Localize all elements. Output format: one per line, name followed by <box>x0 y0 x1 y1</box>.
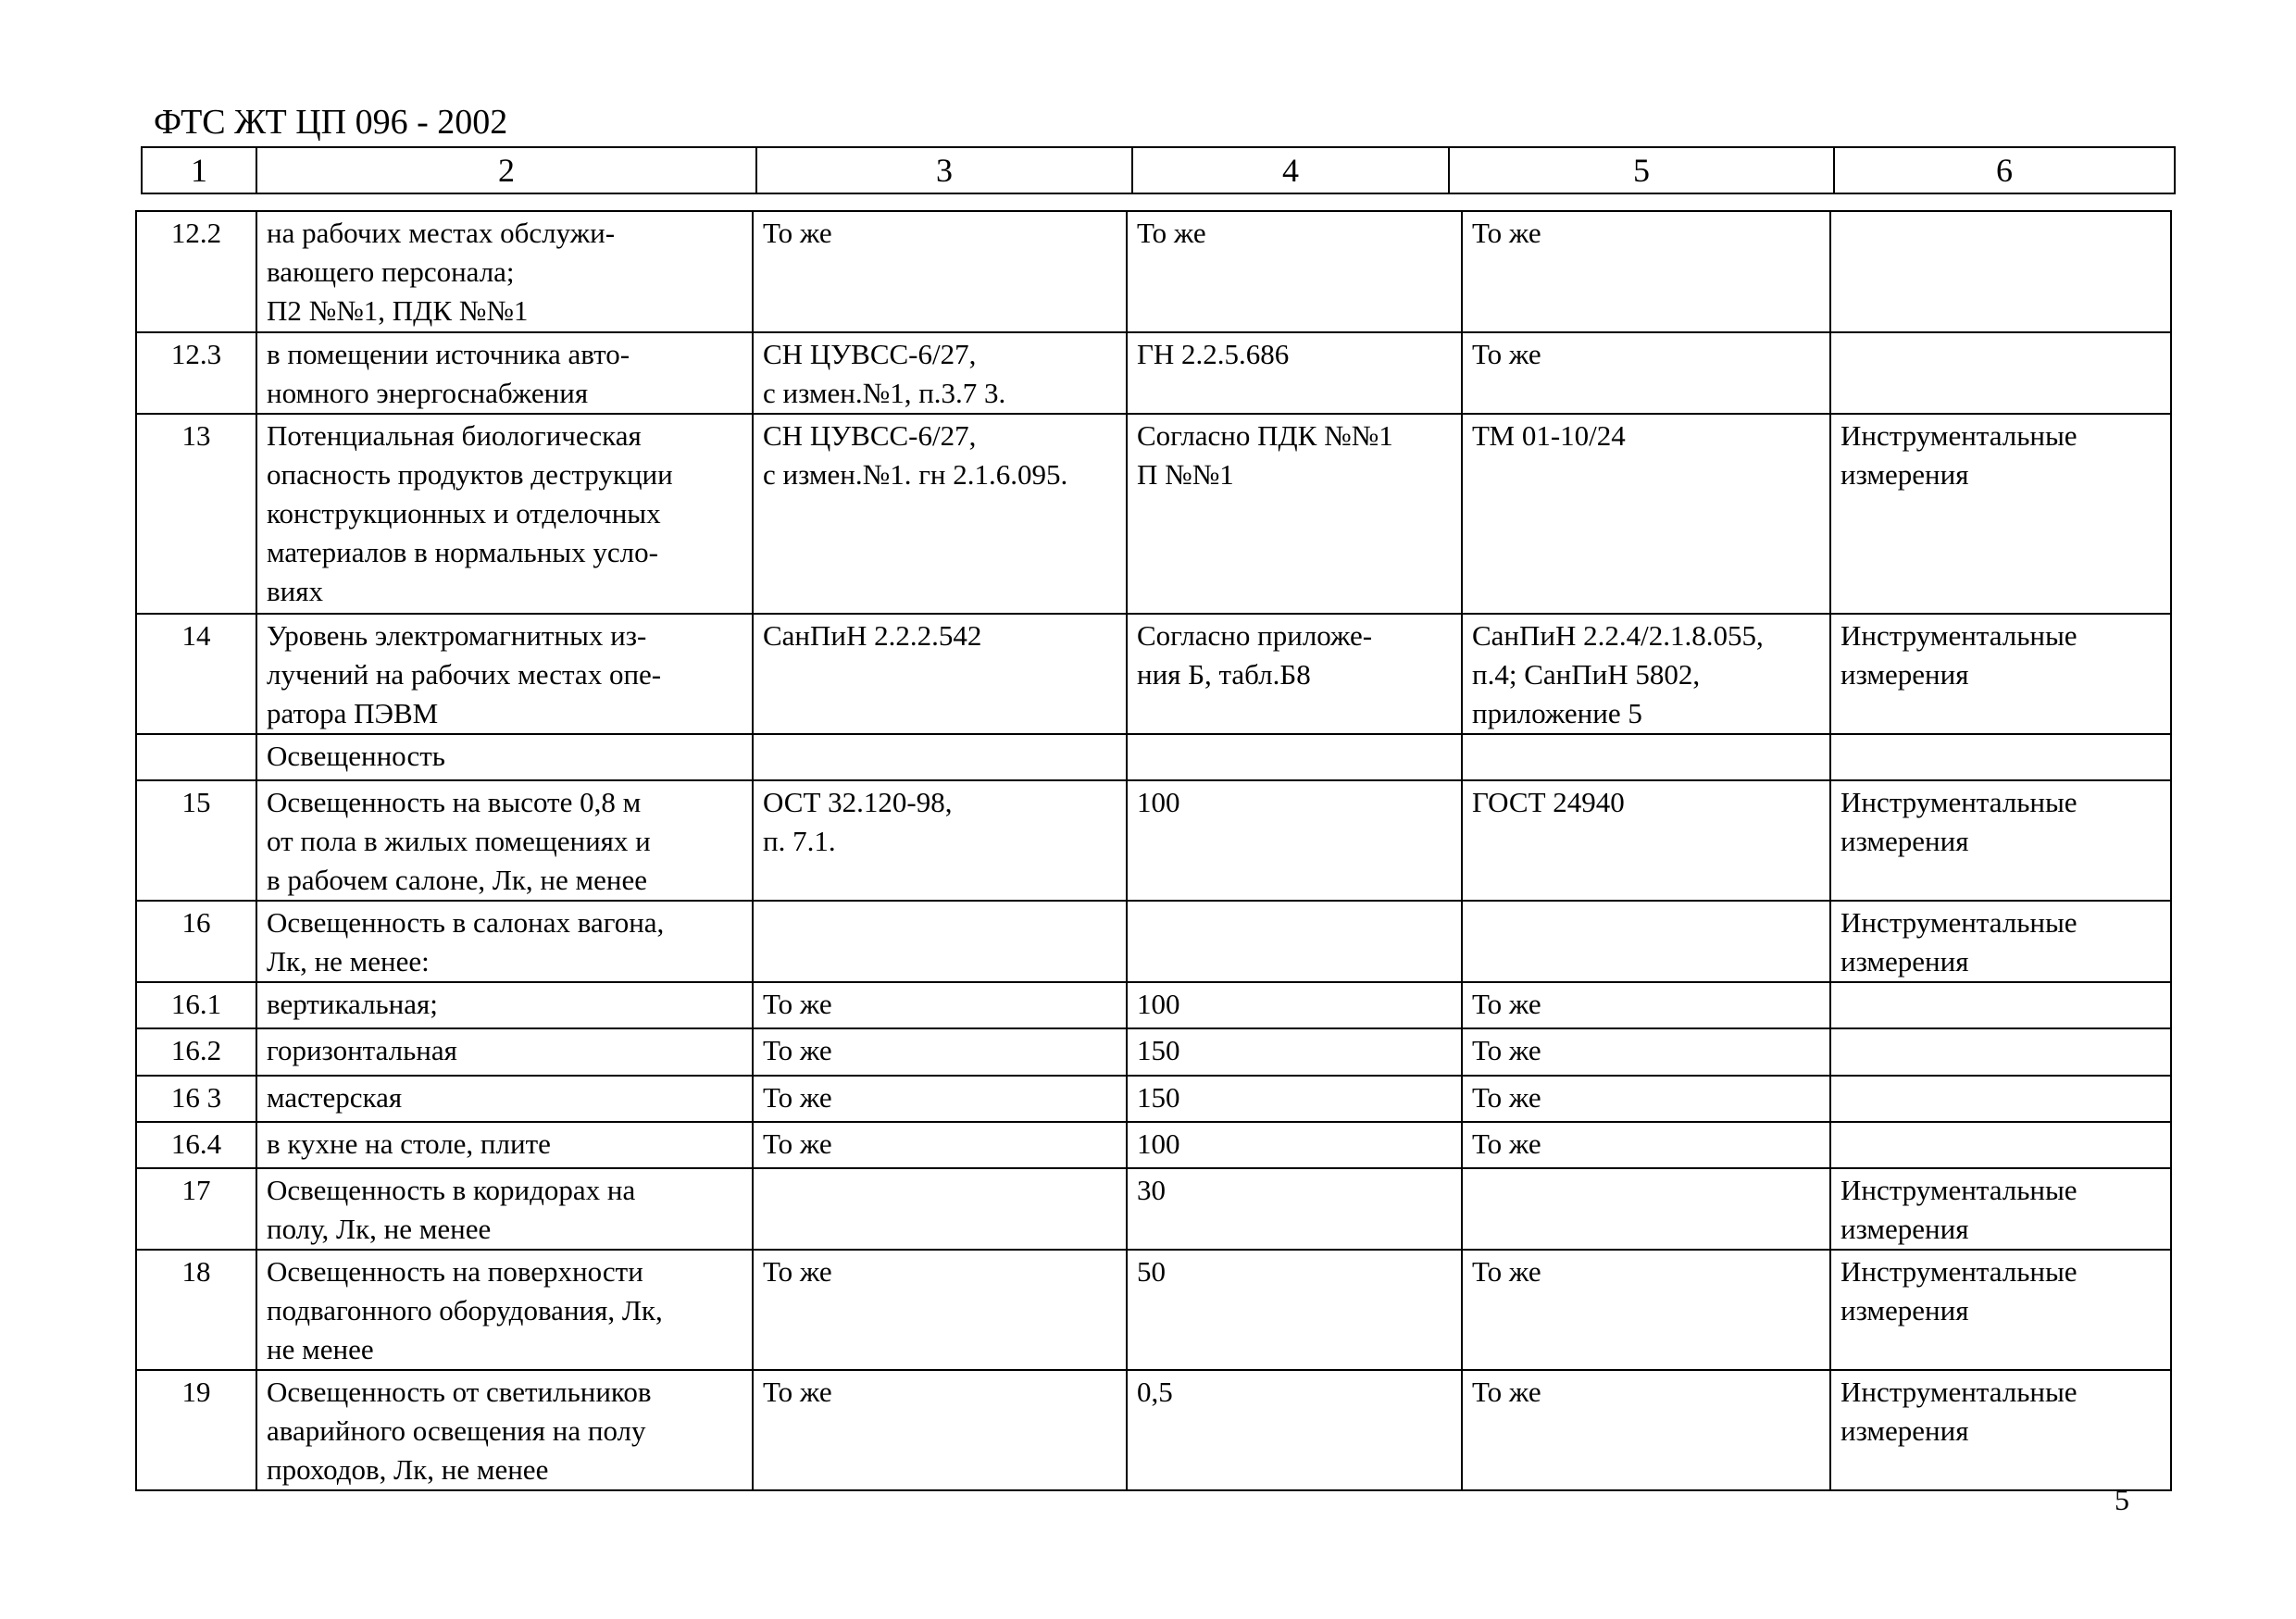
cell-text-line: опасность продуктов деструкции <box>267 458 673 491</box>
cell-text-line: То же <box>763 1081 832 1114</box>
cell-text-line: Инструментальные <box>1841 419 2078 452</box>
cell-text-line: ния Б, табл.Б8 <box>1137 658 1311 691</box>
cell-desc <box>256 1122 753 1168</box>
cell-c5 <box>1462 614 1830 734</box>
cell-text-line: на рабочих местах обслужи- <box>267 217 616 249</box>
cell-c4 <box>1127 1076 1462 1122</box>
cell-c4 <box>1127 1028 1462 1076</box>
cell-text-line: То же <box>1472 1376 1541 1408</box>
cell-text-line: измерения <box>1841 1213 1969 1245</box>
cell-text-line: приложение 5 <box>1472 697 1642 729</box>
cell-c4 <box>1127 780 1462 901</box>
cell-desc <box>256 901 753 982</box>
cell-text-line: Лк, не менее: <box>267 945 430 978</box>
cell-c6 <box>1830 1370 2171 1490</box>
cell-text-line: измерения <box>1841 658 1969 691</box>
cell-c3 <box>753 614 1127 734</box>
cell-text-line: измерения <box>1841 1294 1969 1326</box>
cell-c5 <box>1462 1076 1830 1122</box>
cell-text-line: лучений на рабочих местах опе- <box>267 658 662 691</box>
cell-text-line: То же <box>1472 988 1541 1020</box>
cell-c5 <box>1462 414 1830 614</box>
cell-num: 14 <box>136 614 256 734</box>
cell-text-line: Освещенность в коридорах на <box>267 1174 636 1206</box>
table-body <box>136 211 2171 1490</box>
cell-text-line: конструкционных и отделочных <box>267 497 661 529</box>
cell-c4 <box>1127 614 1462 734</box>
cell-text-line: измерения <box>1841 458 1969 491</box>
cell-text-line: ГОСТ 24940 <box>1472 786 1625 818</box>
cell-c5 <box>1462 1370 1830 1490</box>
cell-c3 <box>753 1076 1127 1122</box>
cell-c5 <box>1462 211 1830 332</box>
cell-text-line: Освещенность на поверхности <box>267 1255 643 1288</box>
cell-num: 16 <box>136 901 256 982</box>
cell-text-line: Уровень электромагнитных из- <box>267 619 647 652</box>
cell-text-line: ратора ПЭВМ <box>267 697 439 729</box>
cell-text-line: Инструментальные <box>1841 786 2078 818</box>
cell-c3 <box>753 1122 1127 1168</box>
cell-c4 <box>1127 211 1462 332</box>
cell-c5 <box>1462 780 1830 901</box>
cell-text-line: измерения <box>1841 945 1969 978</box>
cell-c3 <box>753 982 1127 1028</box>
cell-c6 <box>1830 211 2171 332</box>
table-row <box>136 1168 2171 1250</box>
cell-c4 <box>1127 1250 1462 1370</box>
cell-c4 <box>1127 1370 1462 1490</box>
cell-desc <box>256 1168 753 1250</box>
cell-c6 <box>1830 1250 2171 1370</box>
cell-text-line: измерения <box>1841 825 1969 857</box>
cell-c4 <box>1127 414 1462 614</box>
cell-c6 <box>1830 1076 2171 1122</box>
cell-c6 <box>1830 1168 2171 1250</box>
cell-text-line: 50 <box>1137 1255 1166 1288</box>
cell-desc <box>256 1028 753 1076</box>
cell-text-line: СН ЦУВСС-6/27, <box>763 419 977 452</box>
cell-c5 <box>1462 734 1830 780</box>
cell-c3 <box>753 1370 1127 1490</box>
table-row <box>136 1076 2171 1122</box>
cell-desc <box>256 734 753 780</box>
cell-c5 <box>1462 901 1830 982</box>
cell-text-line: ТМ 01-10/24 <box>1472 419 1626 452</box>
cell-text-line: То же <box>1472 1255 1541 1288</box>
cell-num: 13 <box>136 414 256 614</box>
cell-num: 16.2 <box>136 1028 256 1076</box>
cell-text-line: П №№1 <box>1137 458 1234 491</box>
cell-c3 <box>753 780 1127 901</box>
table-row <box>136 734 2171 780</box>
cell-text-line: СанПиН 2.2.4/2.1.8.055, <box>1472 619 1764 652</box>
cell-text-line: от пола в жилых помещениях и <box>267 825 651 857</box>
cell-num: 15 <box>136 780 256 901</box>
cell-text-line: То же <box>763 1034 832 1066</box>
cell-text-line: номного энергоснабжения <box>267 377 589 409</box>
cell-num: 12.2 <box>136 211 256 332</box>
requirements-table <box>135 210 2172 1491</box>
cell-c3 <box>753 332 1127 414</box>
cell-text-line: То же <box>1472 1127 1541 1160</box>
cell-c3 <box>753 1168 1127 1250</box>
table-row <box>136 211 2171 332</box>
cell-desc <box>256 1076 753 1122</box>
cell-num: 16 3 <box>136 1076 256 1122</box>
cell-c6 <box>1830 614 2171 734</box>
cell-desc <box>256 211 753 332</box>
cell-text-line: проходов, Лк, не менее <box>267 1453 549 1486</box>
cell-desc <box>256 414 753 614</box>
cell-c4 <box>1127 332 1462 414</box>
cell-c3 <box>753 414 1127 614</box>
cell-text-line: Освещенность на высоте 0,8 м <box>267 786 642 818</box>
cell-text-line: Инструментальные <box>1841 1255 2078 1288</box>
table-row <box>136 1028 2171 1076</box>
cell-text-line: материалов в нормальных усло- <box>267 536 658 568</box>
cell-text-line: в рабочем салоне, Лк, не менее <box>267 864 647 896</box>
cell-text-line: в кухне на столе, плите <box>267 1127 551 1160</box>
cell-text-line: вающего персонала; <box>267 255 515 288</box>
cell-desc <box>256 1370 753 1490</box>
cell-num: 12.3 <box>136 332 256 414</box>
cell-num: 17 <box>136 1168 256 1250</box>
cell-c6 <box>1830 414 2171 614</box>
cell-c3 <box>753 211 1127 332</box>
cell-desc <box>256 1250 753 1370</box>
cell-text-line: То же <box>763 1127 832 1160</box>
cell-text-line: То же <box>763 1255 832 1288</box>
cell-text-line: не менее <box>267 1333 374 1365</box>
cell-text-line: То же <box>1137 217 1206 249</box>
table-row <box>136 1370 2171 1490</box>
cell-text-line: Инструментальные <box>1841 1174 2078 1206</box>
cell-text-line: горизонтальная <box>267 1034 457 1066</box>
cell-text-line: ГН 2.2.5.686 <box>1137 338 1290 370</box>
cell-desc <box>256 982 753 1028</box>
cell-text-line: Потенциальная биологическая <box>267 419 642 452</box>
table-row <box>136 1122 2171 1168</box>
column-number-header <box>141 146 2176 194</box>
cell-text-line: Согласно ПДК №№1 <box>1137 419 1393 452</box>
cell-num: 18 <box>136 1250 256 1370</box>
cell-text-line: в помещении источника авто- <box>267 338 630 370</box>
header-cell: 2 <box>256 147 756 193</box>
cell-text-line: аварийного освещения на полу <box>267 1414 646 1447</box>
cell-c3 <box>753 734 1127 780</box>
table-row <box>136 414 2171 614</box>
header-cell: 4 <box>1132 147 1449 193</box>
cell-text-line: 100 <box>1137 786 1180 818</box>
cell-text-line: полу, Лк, не менее <box>267 1213 492 1245</box>
cell-c5 <box>1462 1168 1830 1250</box>
cell-text-line: Инструментальные <box>1841 1376 2078 1408</box>
cell-c5 <box>1462 1028 1830 1076</box>
cell-c5 <box>1462 1250 1830 1370</box>
cell-text-line: 100 <box>1137 1127 1180 1160</box>
cell-text-line: с измен.№1. гн 2.1.6.095. <box>763 458 1068 491</box>
cell-text-line: п. 7.1. <box>763 825 836 857</box>
cell-text-line: 150 <box>1137 1081 1180 1114</box>
cell-c6 <box>1830 734 2171 780</box>
header-row <box>142 147 2175 193</box>
cell-text-line: Освещенность в салонах вагона, <box>267 906 665 939</box>
cell-text-line: ОСТ 32.120-98, <box>763 786 953 818</box>
cell-text-line: мастерская <box>267 1081 403 1114</box>
cell-text-line: измерения <box>1841 1414 1969 1447</box>
cell-c6 <box>1830 982 2171 1028</box>
cell-text-line: П2 №№1, ПДК №№1 <box>267 294 529 327</box>
cell-text-line: То же <box>1472 217 1541 249</box>
cell-c4 <box>1127 1168 1462 1250</box>
cell-text-line: с измен.№1, п.3.7 3. <box>763 377 1006 409</box>
cell-text-line: 100 <box>1137 988 1180 1020</box>
cell-c5 <box>1462 332 1830 414</box>
page-number: 5 <box>2115 1483 2129 1516</box>
cell-num: 16.4 <box>136 1122 256 1168</box>
cell-c6 <box>1830 780 2171 901</box>
table-row <box>136 332 2171 414</box>
cell-text-line: СН ЦУВСС-6/27, <box>763 338 977 370</box>
table-row <box>136 780 2171 901</box>
cell-text-line: То же <box>1472 1034 1541 1066</box>
cell-text-line: То же <box>1472 338 1541 370</box>
cell-c3 <box>753 1250 1127 1370</box>
cell-text-line: Инструментальные <box>1841 906 2078 939</box>
cell-c5 <box>1462 982 1830 1028</box>
cell-c6 <box>1830 332 2171 414</box>
cell-c6 <box>1830 1122 2171 1168</box>
cell-c3 <box>753 901 1127 982</box>
cell-c6 <box>1830 1028 2171 1076</box>
table-row <box>136 982 2171 1028</box>
cell-desc <box>256 780 753 901</box>
cell-text-line: 30 <box>1137 1174 1166 1206</box>
header-cell: 5 <box>1449 147 1834 193</box>
cell-desc <box>256 614 753 734</box>
cell-text-line: вертикальная; <box>267 988 438 1020</box>
header-cell: 3 <box>756 147 1132 193</box>
cell-desc <box>256 332 753 414</box>
cell-text-line: 150 <box>1137 1034 1180 1066</box>
cell-c4 <box>1127 1122 1462 1168</box>
cell-c4 <box>1127 734 1462 780</box>
cell-c4 <box>1127 901 1462 982</box>
cell-text-line: 0,5 <box>1137 1376 1173 1408</box>
cell-text-line: Согласно приложе- <box>1137 619 1373 652</box>
cell-text-line: Освещенность от светильников <box>267 1376 652 1408</box>
table-row <box>136 614 2171 734</box>
cell-text-line: п.4; СанПиН 5802, <box>1472 658 1701 691</box>
cell-text-line: То же <box>763 988 832 1020</box>
document-code: ФТС ЖТ ЦП 096 - 2002 <box>154 103 508 142</box>
cell-num: 19 <box>136 1370 256 1490</box>
header-cell: 1 <box>142 147 256 193</box>
cell-c6 <box>1830 901 2171 982</box>
header-cell: 6 <box>1834 147 2175 193</box>
cell-num: 16.1 <box>136 982 256 1028</box>
cell-text-line: СанПиН 2.2.2.542 <box>763 619 982 652</box>
cell-text-line: Освещенность <box>267 740 445 772</box>
cell-c3 <box>753 1028 1127 1076</box>
cell-text-line: Инструментальные <box>1841 619 2078 652</box>
cell-num <box>136 734 256 780</box>
cell-text-line: То же <box>763 1376 832 1408</box>
table-row <box>136 1250 2171 1370</box>
cell-c5 <box>1462 1122 1830 1168</box>
table-row <box>136 901 2171 982</box>
cell-text-line: То же <box>1472 1081 1541 1114</box>
cell-text-line: виях <box>267 575 323 607</box>
cell-text-line: То же <box>763 217 832 249</box>
cell-text-line: подвагонного оборудования, Лк, <box>267 1294 663 1326</box>
cell-c4 <box>1127 982 1462 1028</box>
